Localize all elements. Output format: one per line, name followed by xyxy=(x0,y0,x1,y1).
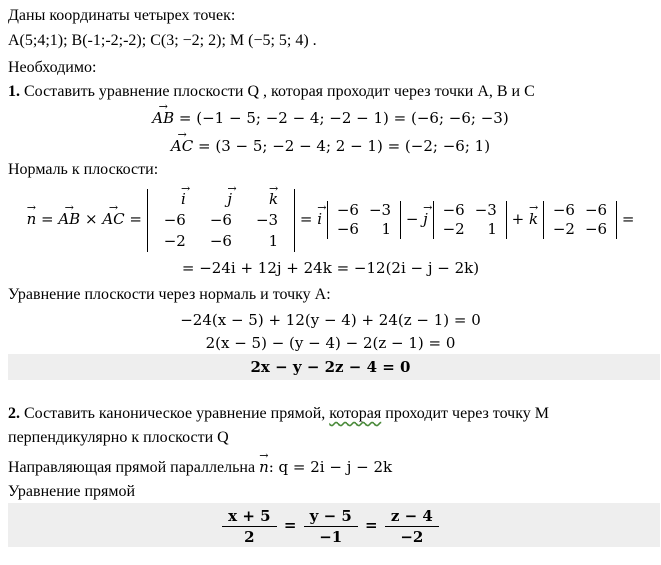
cross-product-equation xyxy=(0,186,661,252)
determinant-3x3 xyxy=(147,189,295,252)
det-cell: → k xyxy=(244,189,290,210)
minor-cell: −6 xyxy=(336,201,359,219)
fraction-x-denominator: 2 xyxy=(244,527,255,546)
minor-cell: 1 xyxy=(487,220,497,238)
vector-ac-equation xyxy=(0,136,661,156)
minor-cell: −6 xyxy=(584,220,608,238)
fraction-z xyxy=(385,506,439,547)
minor-matrix-j xyxy=(433,201,507,239)
minor-cell: −3 xyxy=(474,201,497,219)
plane-final-equation: 2x − y − 2z − 4 = 0 xyxy=(250,358,411,376)
task1-number: 1. xyxy=(8,83,20,100)
unit-k-symbol: → k xyxy=(529,186,538,252)
minor-cell: 1 xyxy=(381,220,392,238)
task1-heading xyxy=(8,82,535,102)
det-cell: 1 xyxy=(268,231,279,250)
intro-points-text: A(5;4;1); B(-1;-2;-2); C(3; −2; 2); M (−5; 5; 4) . xyxy=(8,32,317,49)
minor-cell: −6 xyxy=(336,220,359,238)
normal-result-equation: = −24i + 12j + 24k = −12(2i − j − 2k) xyxy=(181,259,480,277)
direction-vector-equation: : q = 2i − j − 2k xyxy=(268,458,393,476)
minor-cell: −2 xyxy=(552,220,575,238)
fraction-y-numerator: y − 5 xyxy=(304,506,358,527)
direction-label: Направляющая прямой параллельна xyxy=(8,459,260,476)
det-cell: −6 xyxy=(209,210,232,229)
task2-text-a: Составить каноническое уравнение прямой, xyxy=(20,405,330,422)
vector-ab-value: = (−1 − 5; −2 − 4; −2 − 1) = (−6; −6; −3) xyxy=(174,109,509,127)
vector-ab-symbol: → AB xyxy=(152,108,174,128)
fraction-x-numerator: x + 5 xyxy=(222,506,276,527)
fraction-y-denominator: −1 xyxy=(319,527,343,546)
cross-ab-symbol: → AB xyxy=(58,186,80,252)
direction-vector-line xyxy=(8,457,392,478)
minor-cell: −3 xyxy=(368,201,392,219)
task2-heading xyxy=(8,404,549,424)
vector-ac-symbol: → AC xyxy=(171,136,193,156)
task1-text: Составить уравнение плоскости Q , которая проходит через точки A, B и C xyxy=(20,83,535,100)
minor-matrix-k xyxy=(543,201,617,239)
fraction-y xyxy=(304,506,358,547)
task2-number: 2. xyxy=(8,405,20,422)
equals-sign: = xyxy=(365,516,378,534)
equals-sign: = xyxy=(617,210,635,228)
vector-ac-value: = (3 − 5; −2 − 4; 2 − 1) = (−2; −6; 1) xyxy=(193,137,491,155)
vector-ab-equation xyxy=(0,108,661,128)
cross-ac-symbol: → AC xyxy=(102,186,124,252)
plane-equation-step2: 2(x − 5) − (y − 4) − 2(z − 1) = 0 xyxy=(205,334,456,352)
fraction-z-numerator: z − 4 xyxy=(385,506,439,527)
unit-i-symbol: → i xyxy=(317,186,322,252)
det-cell: −6 xyxy=(163,210,186,229)
task2-text-flagged-word: которая xyxy=(329,405,382,422)
equals-sign: = xyxy=(36,210,59,228)
canonical-line-equation xyxy=(0,503,661,547)
det-cell: → i xyxy=(152,189,198,210)
minor-cell: −6 xyxy=(552,201,575,219)
det-cell: −3 xyxy=(255,210,279,229)
minor-matrix-i xyxy=(327,201,401,239)
det-cell: −6 xyxy=(209,231,232,250)
fraction-z-denominator: −2 xyxy=(400,527,424,546)
intro-given-text: Даны координаты четырех точек: xyxy=(8,7,236,24)
det-cell: → j xyxy=(198,189,244,210)
equals-sign: = xyxy=(124,210,147,228)
unit-j-symbol: → j xyxy=(423,186,428,252)
minor-cell: −2 xyxy=(442,220,465,238)
minor-cell: −6 xyxy=(584,201,608,219)
minor-cell: −6 xyxy=(442,201,465,219)
line-equation-label: Уравнение прямой xyxy=(8,483,136,500)
normal-vector-symbol: → n xyxy=(27,186,37,252)
normal-label: Нормаль к плоскости: xyxy=(8,161,159,178)
task2-text-b: проходит через точку M xyxy=(381,405,549,422)
task2-heading-line2: перпендикулярно к плоскости Q xyxy=(8,429,229,446)
intro-required-text: Необходимо: xyxy=(8,59,97,76)
plus-sign: + xyxy=(506,210,529,228)
equals-sign: = xyxy=(283,516,297,534)
equals-sign: = xyxy=(295,210,318,228)
times-sign: × xyxy=(80,210,103,228)
plane-equation-label: Уравнение плоскости через нормаль и точку A: xyxy=(8,286,331,303)
minus-sign: − xyxy=(401,210,424,228)
det-cell: −2 xyxy=(163,231,186,250)
fraction-x xyxy=(222,506,276,547)
direction-normal-symbol: → n xyxy=(259,457,269,477)
plane-equation-step1: −24(x − 5) + 12(y − 4) + 24(z − 1) = 0 xyxy=(180,311,481,329)
